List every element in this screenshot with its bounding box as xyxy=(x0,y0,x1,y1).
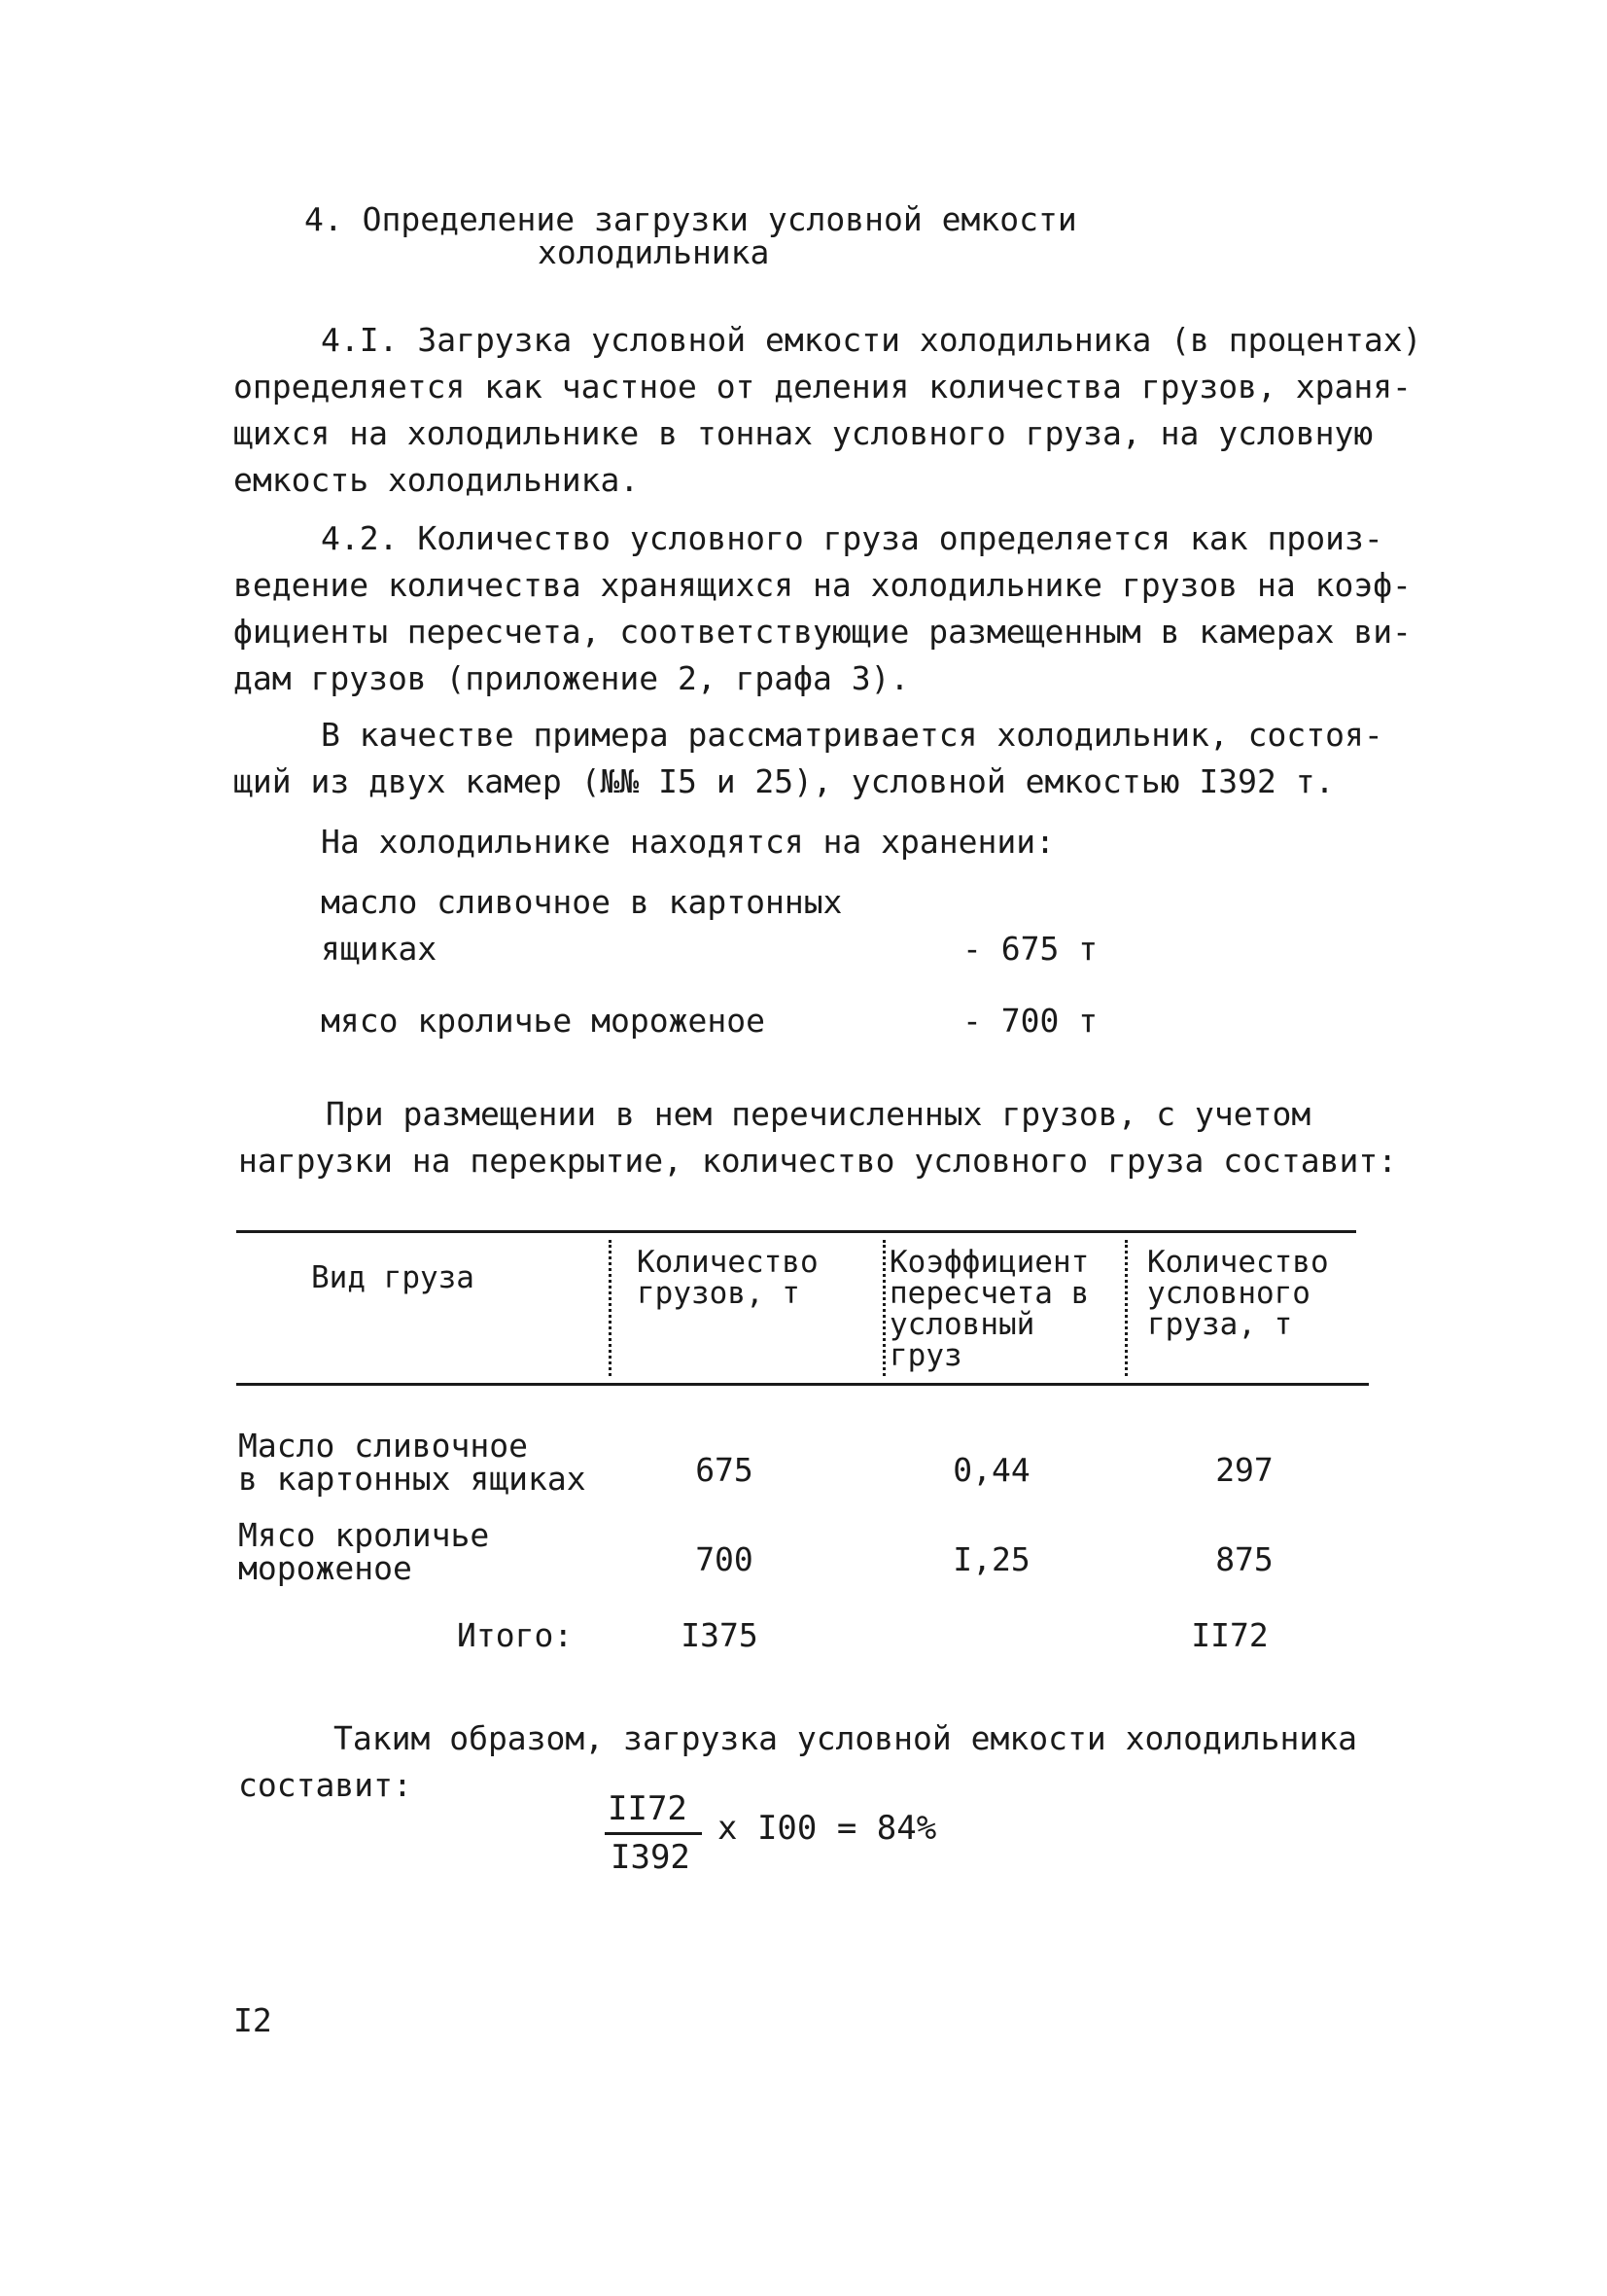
storage-item-name: масло сливочное в картонных xyxy=(321,883,843,921)
para-4-2-line: дам грузов (приложение 2, графа 3). xyxy=(233,659,910,697)
placement-line: При размещении в нем перечисленных грузов, с учетом xyxy=(326,1095,1311,1133)
para-4-1-line: определяется как частное от деления количества грузов, храня- xyxy=(233,368,1412,406)
storage-item-value: - 675 т xyxy=(962,930,1099,968)
table-cell-cargo-name: Масло сливочное в картонных ящиках xyxy=(238,1427,586,1498)
section-heading-line1: 4. Определение загрузки условной емкости xyxy=(304,200,1077,238)
storage-item-name: мясо кроличье мороженое xyxy=(321,1002,765,1040)
para-4-1-line: 4.I. Загрузка условной емкости холодильника (в процентах) xyxy=(321,321,1422,359)
table-cell-conditional-qty: 297 xyxy=(1215,1451,1274,1489)
table-header-rule xyxy=(236,1383,1369,1386)
conclusion-line: Таким образом, загрузка условной емкости холодильника xyxy=(333,1719,1357,1757)
table-total-quantity: I375 xyxy=(681,1616,758,1654)
formula-fraction-bar xyxy=(605,1832,702,1835)
para-4-2-line: фициенты пересчета, соответствующие размещенным в камерах ви- xyxy=(233,613,1412,651)
table-header-conditional-qty: Количество условного груза, т xyxy=(1147,1245,1329,1342)
table-header-coefficient: Коэффициент пересчета в условный груз xyxy=(890,1245,1090,1373)
formula-denominator: I392 xyxy=(611,1838,690,1877)
table-column-separator xyxy=(609,1240,611,1376)
table-column-separator xyxy=(1125,1240,1128,1376)
storage-item-value: - 700 т xyxy=(962,1002,1099,1040)
formula-result: x I00 = 84% xyxy=(717,1809,937,1848)
para-4-1-line: емкость холодильника. xyxy=(233,461,640,499)
table-cell-coefficient: I,25 xyxy=(953,1540,1031,1578)
table-top-rule xyxy=(236,1230,1356,1233)
table-total-conditional-qty: II72 xyxy=(1191,1616,1269,1654)
placement-line: нагрузки на перекрытие, количество условного груза составит: xyxy=(238,1142,1398,1180)
table-column-separator xyxy=(883,1240,886,1376)
table-cell-quantity: 700 xyxy=(695,1540,753,1578)
example-line: щий из двух камер (№№ I5 и 25), условной емкостью I392 т. xyxy=(233,762,1335,800)
para-4-2-line: 4.2. Количество условного груза определяется как произ- xyxy=(321,519,1383,557)
table-cell-quantity: 675 xyxy=(695,1451,753,1489)
table-cell-conditional-qty: 875 xyxy=(1215,1540,1274,1578)
table-header-cargo-type: Вид груза xyxy=(311,1260,474,1295)
para-4-1-line: щихся на холодильнике в тоннах условного груза, на условную xyxy=(233,414,1374,452)
table-cell-cargo-name: Мясо кроличье мороженое xyxy=(238,1516,490,1587)
conclusion-line: составит: xyxy=(238,1766,412,1804)
example-line: В качестве примера рассматривается холодильник, состоя- xyxy=(321,716,1383,754)
formula-numerator: II72 xyxy=(608,1789,687,1828)
storage-intro: На холодильнике находятся на хранении: xyxy=(321,823,1055,861)
para-4-2-line: ведение количества хранящихся на холодильнике грузов на коэф- xyxy=(233,566,1412,604)
table-cell-coefficient: 0,44 xyxy=(953,1451,1031,1489)
table-header-quantity: Количество грузов, т xyxy=(637,1245,819,1311)
storage-item-name: ящиках xyxy=(321,930,437,968)
table-total-label: Итого: xyxy=(457,1616,574,1654)
section-heading-line2: холодильника xyxy=(538,233,770,271)
page-number: I2 xyxy=(233,2001,272,2039)
